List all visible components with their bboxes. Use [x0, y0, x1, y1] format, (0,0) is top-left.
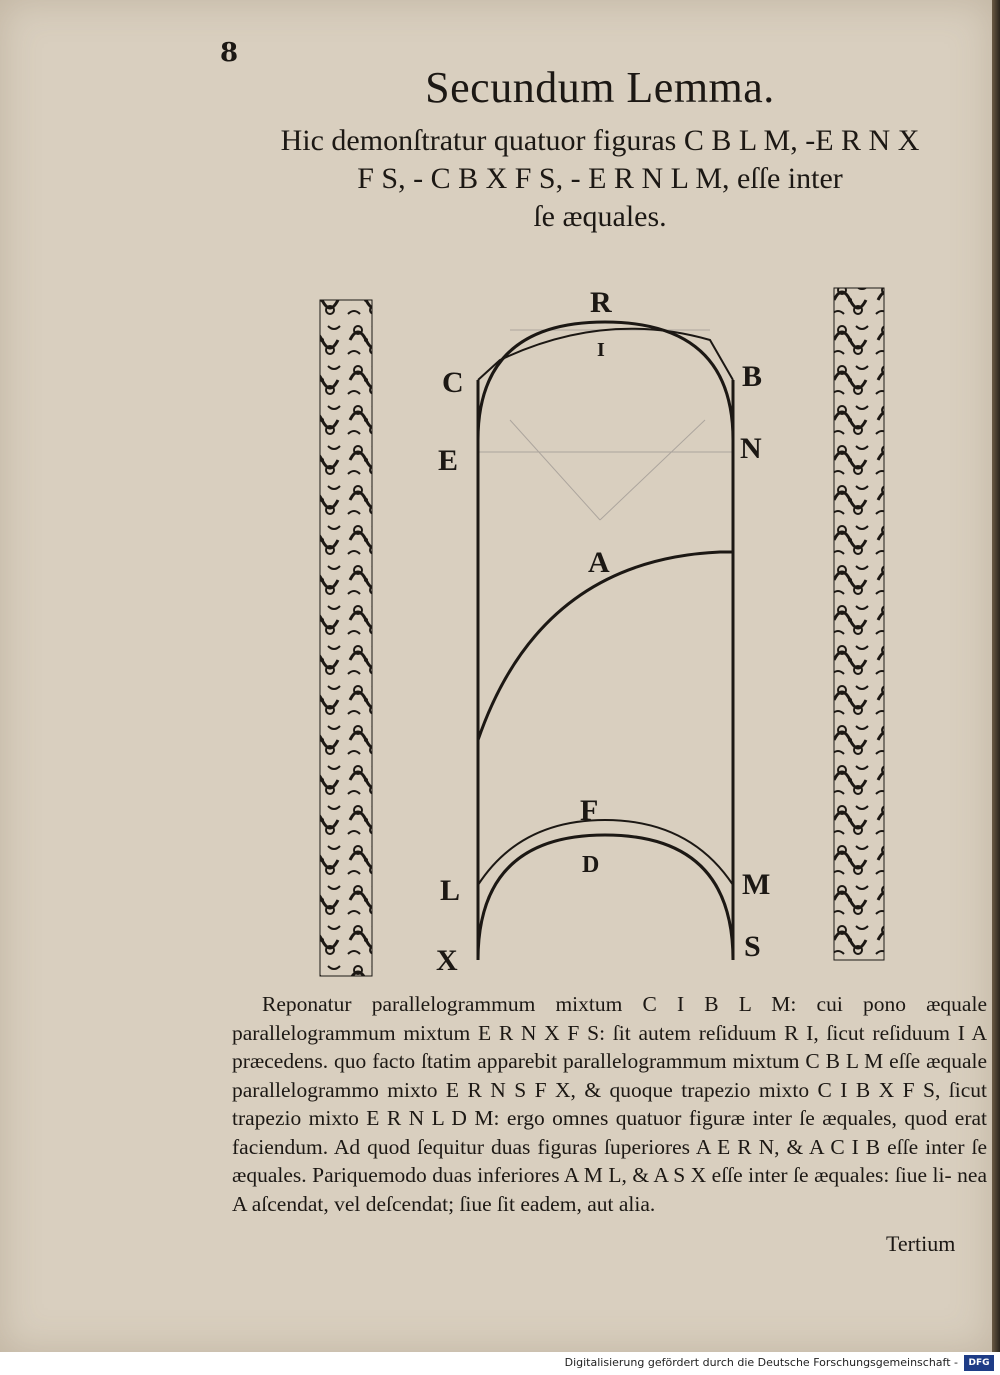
proof-line: nea A aſcendat, vel deſcendat; ſiue ſit eadem, aut alia. [232, 1163, 987, 1216]
faint-construction-lines [478, 330, 733, 520]
label-i: I [597, 339, 605, 361]
label-n: N [740, 432, 762, 465]
figure-lines [478, 322, 733, 960]
label-e: E [438, 444, 459, 477]
catchword: Tertium [886, 1231, 956, 1256]
left-ornament-border [320, 300, 372, 976]
label-x: X [436, 944, 458, 977]
proof-paragraph [232, 990, 987, 1218]
proof-line: Pariquemodo duas inferiores A M L, & A S X eſſe inter ſe æquales: ſiue li- [312, 1163, 952, 1187]
label-b: B [742, 360, 763, 393]
dfg-logo-icon: DFG [964, 1355, 994, 1371]
lemma-statement [210, 122, 990, 236]
page-title: Secundum Lemma. [425, 63, 775, 112]
label-m: M [742, 868, 771, 901]
geometric-figure [300, 280, 900, 980]
right-ornament-border [834, 288, 884, 960]
proof-line: ſequitur duas figuras ſuperiores A E R N, & A C I B eſſe inter ſe æquales. [232, 1134, 988, 1187]
lemma-statement-line: Hic demonſtratur quatuor figuras C B L M, -E R N X [280, 124, 920, 157]
proof-line: quoque trapezio mixto C I B X F S, ſicut trapezio mixto E R N L D M: [232, 1077, 987, 1130]
label-r: R [590, 286, 612, 319]
proof-line: reſiduum I A præcedens. quo facto ſtatim apparebit parallelogrammum [232, 1020, 988, 1073]
label-c: C [442, 366, 464, 399]
footer-bar [0, 1352, 1000, 1375]
proof-line: ergo omnes quatuor figuræ inter ſe æquales, quod erat faciendum. Ad quod [232, 1106, 988, 1159]
lemma-statement-line: ſe æquales. [533, 200, 667, 233]
label-l: L [440, 874, 461, 907]
label-a: A [588, 546, 610, 579]
proof-line: parallelogrammum mixtum E R N X F S: ſit autem reſiduum R I, ſicut [232, 1020, 865, 1045]
label-s: S [744, 930, 761, 963]
page-number: 8 [220, 38, 239, 68]
label-d: D [582, 852, 600, 878]
proof-line: mixtum C B L M eſſe æquale parallelogrammo mixto E R N S F X, & [232, 1049, 987, 1102]
proof-line: Reponatur parallelogrammum mixtum C I B L M: cui pono æquale [262, 992, 987, 1016]
book-gutter-edge [992, 0, 1000, 1352]
label-f: F [580, 794, 599, 827]
lemma-statement-line: F S, - C B X F S, - E R N L M, eſſe inter [357, 162, 843, 195]
footer-credit: Digitalisierung gefördert durch die Deutsche Forschungsgemeinschaft - [564, 1356, 958, 1369]
